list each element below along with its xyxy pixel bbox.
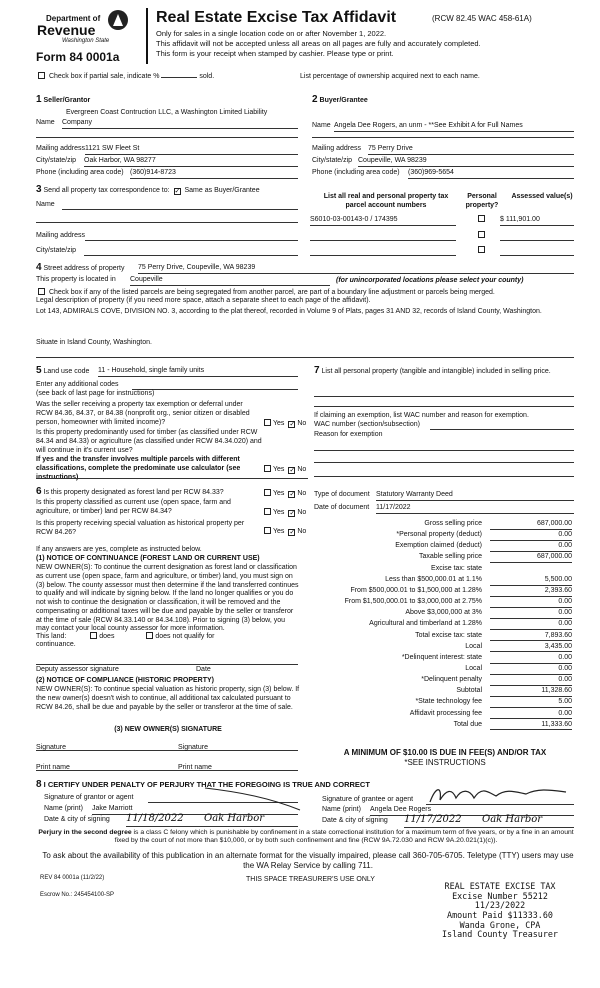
segregated-checkbox[interactable] xyxy=(38,288,45,295)
fee-value[interactable]: 7,893.60 xyxy=(490,632,572,642)
seller-heading xyxy=(36,94,90,107)
parcel-col-header: List all real and personal property tax parcel account numbers xyxy=(323,193,449,209)
notice2-body: NEW OWNER(S): To continue special valuation as historic property, sign (3) below. If the new owner(s) doesn't wish to continue, all additional tax calculated pursuant to RCW 84.26, shall be due and payable by the seller or transferor at the time of sale. xyxy=(36,686,300,711)
fee-label: From $500,000.01 to $1,500,000 at 1.28% xyxy=(350,586,482,594)
q1-no-checkbox[interactable] xyxy=(288,421,295,428)
fee-label: Excise tax: state xyxy=(431,564,482,572)
fee-value[interactable]: 0.00 xyxy=(490,676,572,686)
grantee-signature-icon xyxy=(426,784,576,806)
partial-sale-label: Check box if partial sale, indicate % xyxy=(48,73,160,80)
additional-codes-sub: (see back of last page for instructions) xyxy=(36,390,155,397)
seller-heading-text: Seller/Grantor xyxy=(43,97,91,104)
fee-row xyxy=(318,553,572,564)
q2-no-label: No xyxy=(297,466,307,473)
seller-city-value: Oak Harbor, WA 98277 xyxy=(84,157,156,164)
fee-row xyxy=(318,698,572,709)
deputy-label: Deputy assessor signature xyxy=(36,666,119,673)
header-note3: This form is your receipt when stamped by cashier. Please type or print. xyxy=(156,49,394,58)
fee-label: Agricultural and timberland at 1.28% xyxy=(369,620,482,628)
fee-row xyxy=(318,576,572,587)
header-note1: Only for sales in a single location code on or after November 1, 2022. xyxy=(156,29,387,38)
dept-line1: Department of xyxy=(46,14,101,23)
partial-percent-field[interactable] xyxy=(161,77,197,78)
q1-yes-checkbox[interactable] xyxy=(264,419,271,426)
land-use-num: 5 xyxy=(36,365,42,376)
header-note2: This affidavit will not be accepted unless all areas on all pages are fully and accurately completed. xyxy=(156,39,481,48)
legal-label: Legal description of property (if you need more space, attach a separate sheet to each page of the affidavit). xyxy=(36,297,371,304)
perjury-notice xyxy=(34,829,578,846)
correspondence-num: 3 xyxy=(36,184,42,195)
stamp-line3: 11/23/2022 xyxy=(474,900,526,911)
fee-value[interactable]: 0.00 xyxy=(490,710,572,720)
additional-codes-label: Enter any additional codes xyxy=(36,381,119,388)
fee-label: Above $3,000,000 at 3% xyxy=(405,609,482,617)
grantor-date-label: Date & city of signing xyxy=(44,816,110,823)
correspondence-label: Send all property tax correspondence to: xyxy=(43,187,170,194)
seller-name-label: Name xyxy=(36,119,55,126)
seller-name-line1: Evergreen Coast Contruction LLC, a Washington Limited Liability xyxy=(66,109,268,116)
grantee-name-label: Name (print) xyxy=(322,806,361,813)
grantor-date-value: 11/18/2022 xyxy=(126,813,184,824)
partial-sold-label: sold. xyxy=(199,73,215,80)
reason-label: Reason for exemption xyxy=(314,431,383,438)
forest-q2-no-label: No xyxy=(297,509,307,516)
fee-value[interactable]: 11,333.60 xyxy=(490,721,572,731)
section7-divider xyxy=(314,476,574,477)
forest-q3: Is this property receiving special valuation as historical property per RCW 84.26? xyxy=(36,520,245,536)
located-field[interactable] xyxy=(130,276,330,286)
fee-row xyxy=(318,665,572,676)
fee-row xyxy=(318,598,572,609)
fee-row xyxy=(318,609,572,620)
assessed-value: $ 111,901.00 xyxy=(500,216,540,223)
forest-q3-yes[interactable] xyxy=(264,527,271,534)
fee-label: Taxable selling price xyxy=(418,553,482,561)
forest-q2-yes-label: Yes xyxy=(273,509,285,516)
pp-line-1 xyxy=(314,396,574,397)
personal-checkbox-1[interactable] xyxy=(476,215,487,225)
signature-slash-icon xyxy=(200,784,310,814)
perjury-bold: Perjury in the second degree xyxy=(38,829,132,836)
grantee-city-value: Oak Harbor xyxy=(482,814,543,825)
seller-name-line2: Company xyxy=(62,119,92,126)
owner-signature-label1: Signature xyxy=(36,744,66,751)
fee-value[interactable]: 5,500.00 xyxy=(490,576,572,586)
grantor-name-label: Name (print) xyxy=(44,805,83,812)
owner-signature-label2: Signature xyxy=(178,744,208,751)
grantor-name-value: Jake Marriott xyxy=(92,805,133,812)
grantee-date-value: 11/17/2022 xyxy=(404,814,462,825)
land-use-field[interactable] xyxy=(98,367,298,377)
q1-options xyxy=(262,419,306,429)
personal-checkbox-3[interactable] xyxy=(476,246,487,256)
forest-q1-no-label: No xyxy=(297,490,307,497)
seller-phone-value: (360)914-8723 xyxy=(130,169,176,176)
forest-q2-yes[interactable] xyxy=(264,508,271,515)
personal-col-header: Personal property? xyxy=(465,193,499,209)
corr-city-label: City/state/zip xyxy=(36,247,77,254)
deputy-date-label: Date xyxy=(196,666,211,673)
minimum-line1: A MINIMUM OF $10.00 IS DUE IN FEE(S) AND/OR TAX xyxy=(343,748,547,757)
land-use-value: 11 - Household, single family units xyxy=(98,367,205,374)
buyer-city-value: Coupeville, WA 98239 xyxy=(358,157,427,164)
alt-format-notice: To ask about the availability of this publication in an alternate format for the visually impaired, please call 360-705-6705. Teletype (TTY) users may use the WA Relay Service by calling 711. xyxy=(42,851,574,870)
stamp-line2: Excise Number 55212 xyxy=(452,890,548,901)
does-checkbox[interactable] xyxy=(90,632,97,639)
parcel-row-1[interactable] xyxy=(310,216,456,226)
certify-heading-text: I CERTIFY UNDER PENALTY OF PERJURY THAT THE FOREGOING IS TRUE AND CORRECT xyxy=(43,780,370,789)
fee-row xyxy=(318,654,572,665)
seller-phone-label: Phone (including area code) xyxy=(36,169,124,176)
seller-mailing-label: Mailing address xyxy=(36,145,86,152)
forest-q3-options xyxy=(262,527,306,537)
fee-row xyxy=(318,632,572,643)
minimum-line2: *SEE INSTRUCTIONS xyxy=(404,758,486,767)
wac-label: WAC number (section/subsection) xyxy=(314,421,420,428)
seller-city-label: City/state/zip xyxy=(36,157,77,164)
owner-print-line xyxy=(36,770,298,771)
notice1-title: (1) NOTICE OF CONTINUANCE (FOREST LAND OR CURRENT USE) xyxy=(36,555,260,562)
doc-date-label: Date of document xyxy=(314,504,370,511)
buyer-name-field[interactable] xyxy=(334,122,574,132)
same-as-buyer-checkbox[interactable] xyxy=(174,188,181,195)
forest-q2-options xyxy=(262,508,306,518)
q2-options xyxy=(262,465,306,475)
buyer-blank-line xyxy=(312,137,574,138)
notice2-title: (2) NOTICE OF COMPLIANCE (HISTORIC PROPERTY) xyxy=(36,677,214,684)
grantor-sig-label: Signature of grantor or agent xyxy=(44,794,134,801)
doc-type-label: Type of document xyxy=(314,491,370,498)
grantee-name-value: Angela Dee Rogers xyxy=(370,806,432,813)
doc-date-field[interactable] xyxy=(376,504,574,514)
fee-label: Subtotal xyxy=(456,687,482,695)
notice1-body: NEW OWNER(S): To continue the current designation as forest land or classification as current use (open space, farm and agriculture, or timber) land, you must sign on (3) below. The county assessor must then determine if the land transferred continues to qualify and will indicate by signing below. If the land no longer qualifies or you do not wish to continue the designation or classification, it will be removed and the compensating or additional taxes will be due and payable by the seller or transferor at the time of sale (RCW 84.33.140 or 84.34.108). Prior to signing (3) below, you may contact your local county assessor for more information. xyxy=(36,564,299,633)
exemption-question: Was the seller receiving a property tax exemption or deferral under RCW 84.36, 84.37, or 84.38 (nonprofit org., senior citizen or disabled person, homeowner with limited income)? xyxy=(36,401,250,426)
pp-line-2 xyxy=(314,406,574,407)
section4-divider xyxy=(36,357,574,358)
forest-q1-no[interactable] xyxy=(288,491,295,498)
corr-blank-line xyxy=(36,222,298,223)
seller-blank-line xyxy=(36,137,298,138)
owner-print-label1: Print name xyxy=(36,764,70,771)
personal-property-num: 7 xyxy=(314,365,320,376)
fee-value[interactable]: 11,328.60 xyxy=(490,687,572,697)
fee-label: *Delinquent interest: state xyxy=(401,653,482,661)
seller-name-field[interactable] xyxy=(62,119,298,129)
buyer-heading-num: 2 xyxy=(312,94,318,105)
fee-value[interactable]: 687,000.00 xyxy=(490,520,572,530)
situate-text: Situate in Island County, Washington. xyxy=(36,339,152,346)
fee-value[interactable]: 3,435.00 xyxy=(490,643,572,653)
buyer-heading-text: Buyer/Grantee xyxy=(319,97,368,104)
located-label: This property is located in xyxy=(36,276,116,283)
buyer-phone-value: (360)969-5654 xyxy=(408,169,454,176)
section5-divider xyxy=(36,478,308,479)
forest-q2: Is this property classified as current use (open space, farm and agriculture, or timber) land per RCW 84.34? xyxy=(36,499,231,515)
forest-q1 xyxy=(36,486,260,499)
buyer-mailing-value: 75 Perry Drive xyxy=(368,145,413,152)
buyer-phone-label: Phone (including area code) xyxy=(312,169,400,176)
does-not-label: does not qualify for xyxy=(155,633,215,640)
fee-row xyxy=(318,520,572,531)
personal-property-text: List all personal property (tangible and intangible) included in selling price. xyxy=(321,368,551,375)
timber-question-bold: If yes and the transfer involves multiple parcels with different classifications, complete the predominate use calculator (see instructions) xyxy=(36,456,241,481)
fee-value[interactable]: 0.00 xyxy=(490,665,572,675)
corr-mailing-field[interactable] xyxy=(85,232,298,241)
reason-line-1 xyxy=(314,450,574,451)
dept-line3: Washington State xyxy=(62,38,110,44)
parcel-row-2 xyxy=(310,240,456,241)
fee-label: From $1,500,000.01 to $3,000,000 at 2.75% xyxy=(344,598,482,606)
stamp-line6: Island County Treasurer xyxy=(442,929,558,940)
forest-q3-no[interactable] xyxy=(288,529,295,536)
seller-city-field[interactable] xyxy=(84,157,298,167)
owner-print-label2: Print name xyxy=(178,764,212,771)
q1-yes-label: Yes xyxy=(273,420,285,427)
form-title: Real Estate Excise Tax Affidavit xyxy=(156,9,397,26)
treasurer-label: THIS SPACE TREASURER'S USE ONLY xyxy=(246,876,375,883)
fee-value[interactable]: 0.00 xyxy=(490,654,572,664)
fee-label: Local xyxy=(465,664,482,672)
grantor-date-field[interactable] xyxy=(126,813,298,827)
q2-yes-label: Yes xyxy=(273,466,285,473)
seller-mailing-value: 1121 SW Fleet St xyxy=(85,145,140,152)
forest-q1-text: Is this property designated as forest land per RCW 84.33? xyxy=(43,489,224,496)
buyer-mailing-label: Mailing address xyxy=(312,145,362,152)
deputy-signature-line xyxy=(36,664,298,665)
fee-row xyxy=(318,620,572,631)
street-row xyxy=(36,262,124,275)
treasurer-stamp xyxy=(420,882,580,940)
fee-row xyxy=(318,587,572,598)
doc-type-value: Statutory Warranty Deed xyxy=(376,491,453,498)
continuance-label: continuance. xyxy=(36,641,76,648)
forest-q2-no[interactable] xyxy=(288,510,295,517)
exemption-label: If claiming an exemption, list WAC number and reason for exemption. xyxy=(314,412,529,419)
seller-mailing-field[interactable] xyxy=(85,145,298,155)
partial-sale-row xyxy=(36,72,214,82)
fee-value[interactable]: 0.00 xyxy=(490,531,572,541)
additional-codes-field[interactable] xyxy=(132,381,298,390)
certify-num: 8 xyxy=(36,779,42,790)
grantee-date-label: Date & city of signing xyxy=(322,817,388,824)
fee-label: *Personal property (deduct) xyxy=(396,531,482,539)
fee-label: *Delinquent penalty xyxy=(421,676,482,684)
fee-row xyxy=(318,542,572,553)
reason-line-2 xyxy=(314,462,574,463)
corr-mailing-label: Mailing address xyxy=(36,232,86,239)
street-num: 4 xyxy=(36,262,42,273)
seller-phone-field[interactable] xyxy=(130,169,298,179)
assessed-row-2 xyxy=(500,240,574,241)
stamp-line5: Wanda Grone, CPA xyxy=(459,919,541,930)
correspondence-heading xyxy=(36,184,260,197)
forest-q1-yes-label: Yes xyxy=(273,490,285,497)
fee-row xyxy=(318,721,572,732)
grantee-sig-label: Signature of grantee or agent xyxy=(322,796,414,803)
located-value: Coupeville xyxy=(130,276,163,283)
same-as-buyer-label: Same as Buyer/Grantee xyxy=(184,187,260,194)
seller-heading-num: 1 xyxy=(36,94,42,105)
fee-label: Total due xyxy=(453,720,482,728)
doc-type-field[interactable] xyxy=(376,491,574,501)
buyer-city-field[interactable] xyxy=(358,157,574,167)
q2-no-checkbox[interactable] xyxy=(288,467,295,474)
fee-row xyxy=(318,676,572,687)
fee-label: *State technology fee xyxy=(415,698,482,706)
q2-yes-checkbox[interactable] xyxy=(264,465,271,472)
forest-q3-no-label: No xyxy=(297,528,307,535)
corr-name-label: Name xyxy=(36,201,55,208)
perjury-text: is a class C felony which is punishable by confinement in a state correctional institution for a maximum term of five years, or by a fine in an amount fixed by the court of not more than $10,000, or by both such confinement and fine (RCW 9A.72.030 and RCW 9A.20.021(1)(c)). xyxy=(114,829,574,845)
stamp-line1: REAL ESTATE EXCISE TAX xyxy=(444,881,556,891)
rev-label: REV 84 0001a (11/2/22) xyxy=(40,875,105,881)
land-use-label: Land use code xyxy=(43,368,90,375)
assessed-row-3 xyxy=(500,255,574,256)
fee-value[interactable]: 5.00 xyxy=(490,698,572,708)
fee-value[interactable]: 687,000.00 xyxy=(490,553,572,563)
owner-signature-line xyxy=(36,750,298,751)
forest-q1-yes[interactable] xyxy=(264,489,271,496)
unincorporated-note: (for unincorporated locations please select your county) xyxy=(336,277,524,284)
fee-value[interactable]: 0.00 xyxy=(490,609,572,619)
grantor-city-value: Oak Harbor xyxy=(204,813,265,824)
fee-row xyxy=(318,565,572,576)
assessed-row-1[interactable] xyxy=(500,216,574,226)
partial-sale-checkbox[interactable] xyxy=(38,72,45,79)
fee-value[interactable]: 0.00 xyxy=(490,620,572,630)
buyer-mailing-field[interactable] xyxy=(368,145,574,155)
fee-label: Affidavit processing fee xyxy=(409,709,482,717)
fee-value[interactable]: 2,393.60 xyxy=(490,587,572,597)
notice3-title: (3) NEW OWNER(S) SIGNATURE xyxy=(114,726,222,733)
header-divider xyxy=(146,8,148,64)
street-address-field[interactable] xyxy=(138,264,574,274)
fee-value[interactable]: 0.00 xyxy=(490,542,572,552)
dept-line2: Revenue xyxy=(37,22,96,38)
fee-label: Total excise tax: state xyxy=(415,631,482,639)
fee-label: Gross selling price xyxy=(424,520,482,527)
personal-checkbox-2[interactable] xyxy=(476,231,487,241)
buyer-phone-field[interactable] xyxy=(408,169,574,179)
fee-label: Less than $500,000.01 at 1.1% xyxy=(385,575,482,583)
buyer-name-value: Angela Dee Rogers, an unm - **See Exhibit A for Full Names xyxy=(334,122,523,129)
escrow-label: Escrow No.: 245454100-SP xyxy=(40,892,115,898)
forest-q3-yes-label: Yes xyxy=(273,528,285,535)
revenue-logo-icon xyxy=(107,8,129,32)
forest-num: 6 xyxy=(36,486,42,497)
wac-field[interactable] xyxy=(430,421,574,430)
fee-row xyxy=(318,710,572,721)
buyer-heading xyxy=(312,94,368,107)
form-number: Form 84 0001a xyxy=(36,50,120,64)
legal-description: Lot 143, ADMIRALS COVE, DIVISION NO. 3, according to the plat thereof, recorded in Volume 9 of Plats, pages 31 AND 32, records of Island County, Washington. xyxy=(36,308,542,315)
land-use-row xyxy=(36,365,89,378)
personal-property-label xyxy=(314,365,576,378)
segregated-note: Check box if any of the listed parcels are being segregated from another parcel, are part of a boundary line adjustment or parcels being merged. xyxy=(48,289,495,296)
forest-q1-options xyxy=(262,489,306,499)
parcel-row-3 xyxy=(310,255,456,256)
buyer-name-label: Name xyxy=(312,122,331,129)
street-address-value: 75 Perry Drive, Coupeville, WA 98239 xyxy=(138,264,256,271)
buyer-city-label: City/state/zip xyxy=(312,157,353,164)
does-label: does xyxy=(99,633,115,640)
fee-value[interactable]: 0.00 xyxy=(490,598,572,608)
grantee-date-field[interactable] xyxy=(404,814,574,828)
form-statute: (RCW 82.45 WAC 458-61A) xyxy=(432,14,532,23)
fee-row xyxy=(318,531,572,542)
parcel-number-value: S6010-03-00143-0 / 174395 xyxy=(310,216,398,223)
fee-label: Exemption claimed (deduct) xyxy=(395,542,482,550)
fee-row xyxy=(318,687,572,698)
timber-question: Is this property predominantly used for timber (as classified under RCW 84.34 and 84.33) or agriculture (as classified under RCW 84.34.020) and will continue in it's current use? xyxy=(36,429,262,454)
assessed-col-header: Assessed value(s) xyxy=(511,193,573,200)
stamp-line4: Amount Paid $11333.60 xyxy=(447,909,553,920)
does-not-checkbox[interactable] xyxy=(146,632,153,639)
this-land-label: This land: xyxy=(36,633,67,640)
corr-name-field[interactable] xyxy=(62,201,298,210)
q1-no-label: No xyxy=(297,420,307,427)
corr-city-field[interactable] xyxy=(84,247,298,256)
street-label: Street address of property xyxy=(43,265,125,272)
ownership-note: List percentage of ownership acquired next to each name. xyxy=(300,73,480,80)
doc-date-value: 11/17/2022 xyxy=(376,504,411,511)
fee-row xyxy=(318,643,572,654)
fee-label: Local xyxy=(465,642,482,650)
forest-if-yes: If any answers are yes, complete as instructed below. xyxy=(36,546,202,553)
